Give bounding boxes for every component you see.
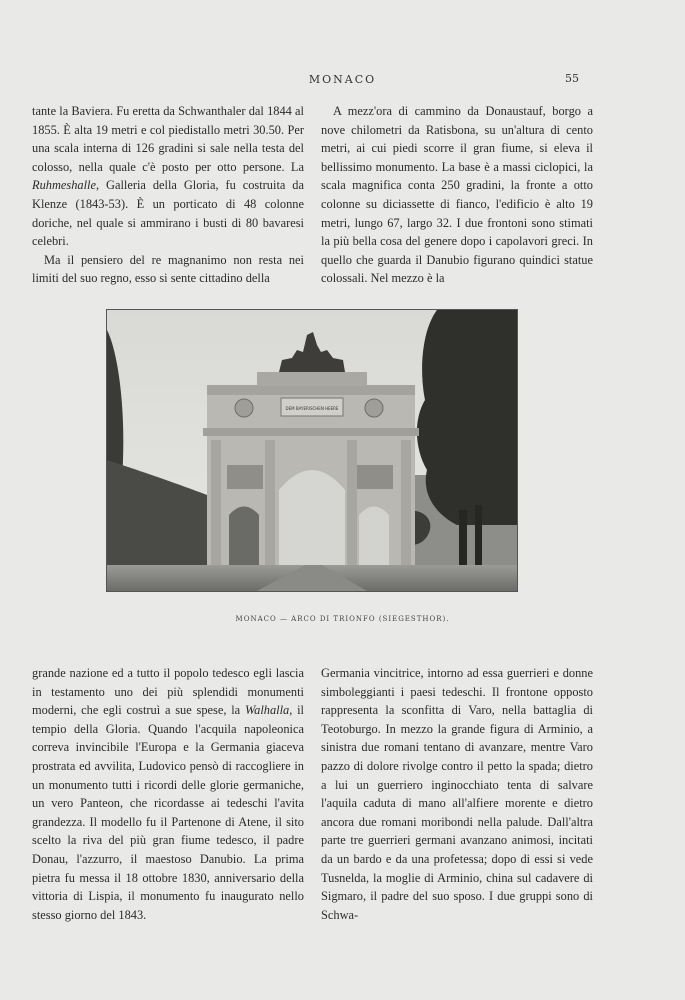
text-run: , il tempio della Gloria. Quando l'acquila napoleonica correva invincibile l'Europa e la Germania giaceva prostrata ed avvilita, Ludovico pensò di raccogliere in un monumento tutti i ricordi delle glorie germaniche, un vero Panteon, che ricordasse ai tedeschi l'avita grandezza. Il modello fu il Partenone di Atene, il sito scelto la riva del più gran fiume tedesco, il padre Donau, l'azzurro, il maestoso Danubio. La prima pietra fu messa il 18 ottobre 1830, anniversario della vittoria di Lispia, il monumento fu inaugurato nello stesso giorno del 1843. [32,703,304,922]
arch-inscription: DEM BAYERISCHEN HEERE [285,406,339,411]
triumphal-arch-illustration [107,310,517,591]
italic-term: Ruhmeshalle [32,178,97,193]
right-tree-trunk [475,505,482,575]
figure-photograph [106,309,518,592]
right-tree [417,310,517,525]
text-run: grande nazione ed a tutto il popolo tedesco egli lascia in testamento uno dei più splendidi monumenti moderni, che egli costruì a sue spese, la [32,666,304,718]
text-run: , Galleria della Gloria, fu costruita da Klenze (1843-53). È un porticato di 48 colonne doriche, nel quale si ammirano i busti di 80 bavaresi celebri. [32,178,304,249]
paragraph: A mezz'ora di cammino da Donaustauf, borgo a nove chilometri da Ratisbona, su un'altura di cento metri, ai cui piedi scorre il gran fiume, si eleva il bellissimo monumento. La base è a massi ciclopici, la scala magnifica conta 250 gradini, la fronte a otto colonne su diciassette di fianco, l'edificio è alto 19 metri, lungo 67, largo 32. I due frontoni sono stimati la più bella cosa del genere dopo i capolavori greci. In quello che guarda il Danubio figurano quindici statue colossali. Nel mezzo è la [321,104,593,286]
italic-term: Walhalla [244,703,290,718]
top-right-column [321,102,593,288]
running-title: MONACO [308,73,377,86]
page-number: 55 [565,72,579,85]
paragraph: Germania vincitrice, intorno ad essa guerrieri e donne simboleggianti i paesi tedeschi. Il frontone opposto rappresenta la sconfitta di Varo, nella battaglia di Teotoburgo. In mezzo la grande figura di Arminio, a sinistra due romani tentano di avanzare, mentre Varo pazzo di dolore rivolge contro il petto la spada; dietro a lui un guerriero inginocchiato tenta di salvare l'aquila caduta di mano all'alfiere morente e dietro ancora due romani moribondi nella palude. Dall'altra parte tre guerrieri germani avanzano animosi, incitati da un bardo e da una profetessa; dopo di essi si vede Tusnelda, la moglie di Arminio, china sul cadavere di Sigmaro, il padre del suo sposo. I due gruppi sono di Schwa- [321,666,593,922]
text-run: tante la Baviera. Fu eretta da Schwanthaler dal 1844 al 1855. È alta 19 metri e col piedistallo metri 30.50. Per una scala interna di 126 gradini si sale nella testa del colosso, nella quale c'è posto per otto persone. La [32,104,304,174]
bottom-right-column [321,664,593,924]
paragraph: Ma il pensiero del re magnanimo non resta nei limiti del suo regno, esso si sente cittadino della [32,252,304,286]
paragraph [32,102,304,251]
bottom-left-column [32,664,304,924]
top-left-column [32,102,304,288]
figure-caption: MONACO — ARCO DI TRIONFO (SIEGESTHOR). [235,615,450,623]
paragraph [32,664,304,924]
